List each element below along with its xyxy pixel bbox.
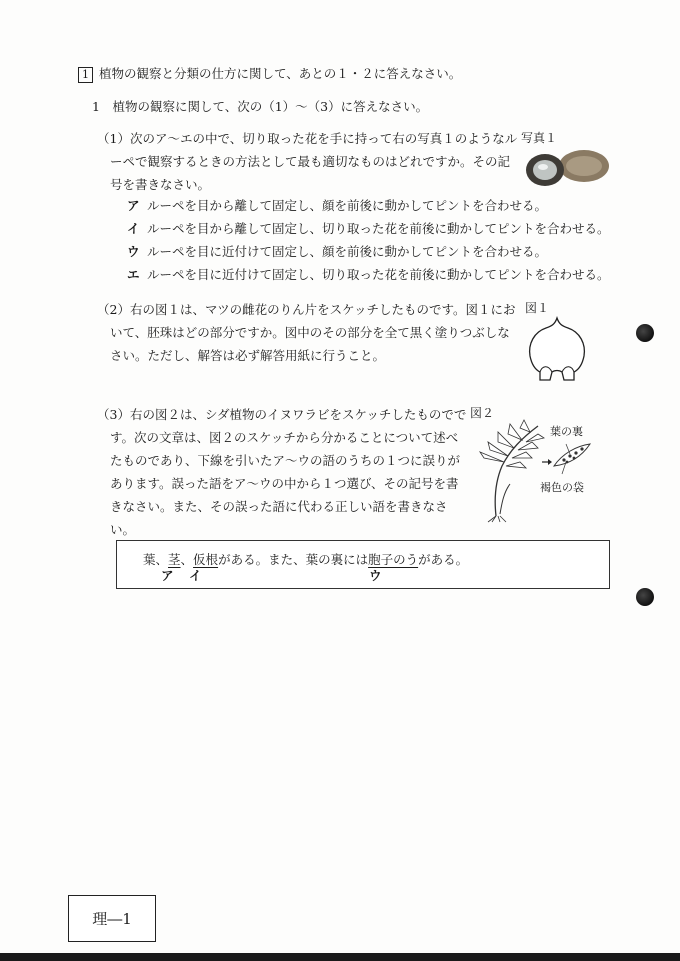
punch-hole-top [636,324,654,342]
p1-line3: 号を書きなさい。 [110,177,211,192]
question-title: 植物の観察と分類の仕方に関して、あとの１・２に答えなさい。 [99,66,462,81]
choice-i [127,219,610,237]
fig2-fern-sketch [470,418,610,526]
p3-line6: い。 [110,522,136,537]
photo1-label: 写真１ [521,131,558,145]
fig2-label: 図２ [470,406,495,420]
underlined-word-a: 茎 [168,552,181,567]
subsection-1-title: 1 植物の観察に関して、次の（1）〜（3）に答えなさい。 [92,99,429,114]
p2-line3: さい。ただし、解答は必ず解答用紙に行うこと。 [110,348,386,363]
choice-text: ルーペを目に近付けて固定し、切り取った花を前後に動かしてピントを合わせる。 [147,267,610,282]
choice-a [127,196,547,214]
photo1-loupe-image [521,146,611,191]
sentence-part: 葉、 [143,552,169,567]
fig1-pine-scale-sketch [522,314,592,389]
fig1-label: 図１ [525,301,550,315]
p3-line4: あります。誤った語をア〜ウの中から１つ選び、その記号を書 [110,476,459,491]
choice-u [127,242,547,260]
choice-text: ルーペを目に近付けて固定し、顔を前後に動かしてピントを合わせる。 [147,244,548,259]
choice-letter: イ [127,221,140,236]
p2-line1: （2）右の図１は、マツの雌花のりん片をスケッチしたものです。図１にお [97,302,516,317]
p2-line2: いて、胚珠はどの部分ですか。図中のその部分を全て黒く塗りつぶしな [110,325,510,340]
choice-text: ルーペを目から離して固定し、顔を前後に動かしてピントを合わせる。 [147,198,548,213]
underlined-word-u: 胞子のう [368,552,419,567]
question-header [78,64,461,83]
mark-i: イ [189,568,202,583]
mark-u: ウ [369,568,382,583]
p3-line3: たものであり、下線を引いたア〜ウの語のうちの１つに誤りが [110,453,461,468]
fig2-label-leaf-back: 葉の裏 [550,425,583,438]
sentence-part: がある。また、葉の裏には [218,552,369,567]
p1-line1: （1）次のア〜エの中で、切り取った花を手に持って右の写真１のようなル [97,131,518,146]
fig2-label-brown-sac: 褐色の袋 [540,481,584,494]
sentence-part: がある。 [418,552,469,567]
question-number-box: 1 [78,67,93,83]
choice-text: ルーペを目から離して固定し、切り取った花を前後に動かしてピントを合わせる。 [147,221,610,236]
answer-sentence-box [116,540,610,589]
scan-edge-bar [0,953,680,961]
p3-line1: （3）右の図２は、シダ植物のイヌワラビをスケッチしたものでで [97,407,467,422]
p1-line2: ーペで観察するときの方法として最も適切なものはどれですか。その記 [110,154,511,169]
page-label-box [68,895,156,942]
p3-line2: す。次の文章は、図２のスケッチから分かることについて述べ [110,430,459,445]
sentence-part: 、 [180,552,194,567]
p3-line5: きなさい。また、その誤った語に代わる正しい語を書きなさ [110,499,448,514]
choice-e [127,265,610,283]
underlined-word-i: 仮根 [193,552,219,567]
punch-hole-bottom [636,588,654,606]
choice-letter: エ [127,267,140,282]
choice-letter: ウ [127,244,140,259]
mark-a: ア [161,568,174,583]
page-label: 理―1 [92,910,132,928]
choice-letter: ア [127,198,140,213]
